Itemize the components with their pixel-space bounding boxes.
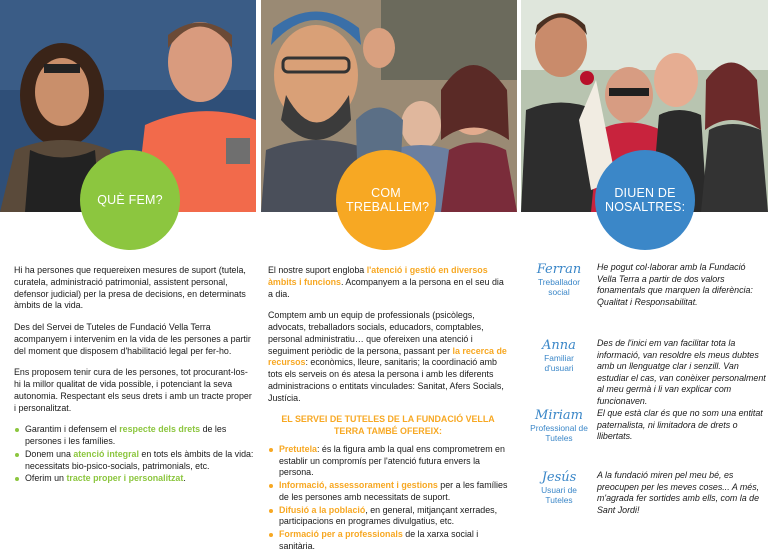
circle-how-label: COM TREBALLEM? bbox=[346, 186, 430, 214]
circle-how-we-work bbox=[336, 150, 436, 250]
testimonial-quote: Des de l'inici em van facilitar tota la informació, van resoldre els meus dubtes amb un llenguatge clar i senzill. Van estudiar el cas, van conèixer personalment al meu germà i li van explicar com funcionaven. bbox=[597, 338, 766, 406]
testimonial-quote: A la fundació miren pel meu bé, es preocupen per les meves coses... A més, m'agrada fer sortides amb ells, com la de Sant Jordi! bbox=[597, 470, 760, 515]
col2-bullet-list bbox=[268, 444, 508, 553]
author-role: Professional de Tuteles bbox=[530, 423, 588, 444]
bullet-highlight: Pretutela bbox=[279, 443, 317, 454]
circle-testimonials bbox=[595, 150, 695, 250]
bullet-highlight: tracte proper i personalitzat bbox=[66, 473, 184, 484]
bullet-text: Donem una bbox=[25, 448, 74, 459]
bullet-text: de la xarxa social i sanitària. bbox=[279, 529, 479, 551]
col2-paragraph-1 bbox=[268, 265, 508, 300]
testimonial-author bbox=[530, 338, 588, 373]
bullet-highlight: respecte dels drets bbox=[119, 424, 201, 435]
col1-bullet-list bbox=[14, 424, 254, 485]
bullet-highlight: Difusió a la població bbox=[279, 504, 366, 515]
testimonial-author bbox=[530, 262, 588, 297]
bullet-text: per a les famílies de les persones amb necessitats de suport. bbox=[279, 480, 508, 502]
testimonial-author bbox=[530, 408, 588, 443]
bullet-text: de les persones i les famílies. bbox=[25, 424, 227, 446]
paragraph-text: Comptem amb un equip de professionals (psicòlegs, advocats, treballadors socials, educadors, comptables, personal administratiu… que ofereixen una atenció i seguiment periòdic de la persona, passant per bbox=[268, 310, 484, 356]
circle-what-we-do bbox=[80, 150, 180, 250]
paragraph-text: : econòmics, lleure, sanitaris; la coordinació amb tots els serveis on és atesa la persona i amb les diferents administracions o entitats vinculades: Sanitat, Afers Socials, Justícia. bbox=[268, 357, 504, 403]
column-how-we-work bbox=[268, 265, 508, 554]
col1-paragraph-2: Des del Servei de Tuteles de Fundació Vella Terra acompanyem i intervenim en la vida de les persones a partir del moment que disposem d'habilitació legal per fer-ho. bbox=[14, 322, 251, 356]
author-role: Familiar d'usuari bbox=[544, 353, 574, 374]
author-role: Treballador social bbox=[537, 277, 581, 298]
list-item bbox=[14, 473, 254, 485]
list-item bbox=[14, 424, 254, 448]
signature-name: Anna bbox=[542, 338, 576, 353]
bullet-text: , en general, mitjançant xerrades, participacions en programes divulgatius, etc. bbox=[279, 504, 498, 527]
list-item bbox=[268, 529, 508, 553]
list-item bbox=[14, 449, 254, 473]
list-item bbox=[268, 480, 508, 504]
list-item bbox=[268, 505, 508, 529]
bullet-text: Oferim un bbox=[25, 473, 67, 484]
bullet-text: . bbox=[183, 473, 186, 484]
testimonial-quote: He pogut col·laborar amb la Fundació Vella Terra a partir de dos valors fonamentals que marquen la diferència: Qualitat i Responsabilitat. bbox=[597, 262, 753, 307]
col1-paragraph-3: Ens proposem tenir cura de les persones, tot procurant-los-hi la millor qualitat de vida possible, i potenciant la seva autonomia. Respectant els seus drets i amb un tracte proper i personalitzat. bbox=[14, 367, 252, 413]
signature-name: Miriam bbox=[535, 408, 583, 423]
paragraph-text: . Acompanyem a la persona en el seu dia a dia. bbox=[268, 276, 504, 299]
bullet-text: Garantim i defensem el bbox=[25, 424, 120, 435]
author-role: Usuari de Tuteles bbox=[541, 485, 577, 506]
paragraph-highlight: l'atenció i gestió en diversos àmbits i funcions bbox=[268, 265, 488, 287]
bullet-text: en tots els àmbits de la vida: necessitats bio-psico-socials, patrimonials, etc. bbox=[25, 448, 254, 471]
circle-say-label: DIUEN DE NOSALTRES: bbox=[605, 186, 686, 214]
col2-subheading: EL SERVEI DE TUTELES DE LA FUNDACIÓ VELLA TERRA TAMBÉ OFEREIX: bbox=[281, 414, 495, 436]
signature-name: Ferran bbox=[536, 262, 582, 277]
bullet-highlight: Informació, assessorament i gestions bbox=[279, 480, 438, 490]
bullet-text: : és la figura amb la qual ens comprometrem en establir un compromís per l'atenció futura envers la persona. bbox=[279, 443, 505, 478]
col2-paragraph-2 bbox=[268, 310, 508, 404]
col1-paragraph-1: Hi ha persones que requereixen mesures de suport (tutela, curatela, administració patrimonial, assistent personal, defensor judicial) per la presa de decisions, en determinats àmbits de la vida. bbox=[14, 265, 246, 311]
column-what-we-do bbox=[14, 265, 254, 486]
signature-name: Jesús bbox=[541, 470, 577, 485]
testimonial-quote: El que està clar és que no som una entitat paternalista, ni limitadora de drets o llibertats. bbox=[597, 408, 763, 442]
bullet-highlight: atenció integral bbox=[73, 448, 139, 459]
circle-what-label: QUÈ FEM? bbox=[97, 193, 163, 207]
paragraph-text: El nostre suport engloba bbox=[268, 265, 367, 275]
bullet-highlight: Formació per a professionals bbox=[279, 529, 403, 539]
testimonial-author bbox=[530, 470, 588, 505]
list-item bbox=[268, 444, 508, 479]
paragraph-highlight: la recerca de recursos bbox=[268, 345, 507, 368]
